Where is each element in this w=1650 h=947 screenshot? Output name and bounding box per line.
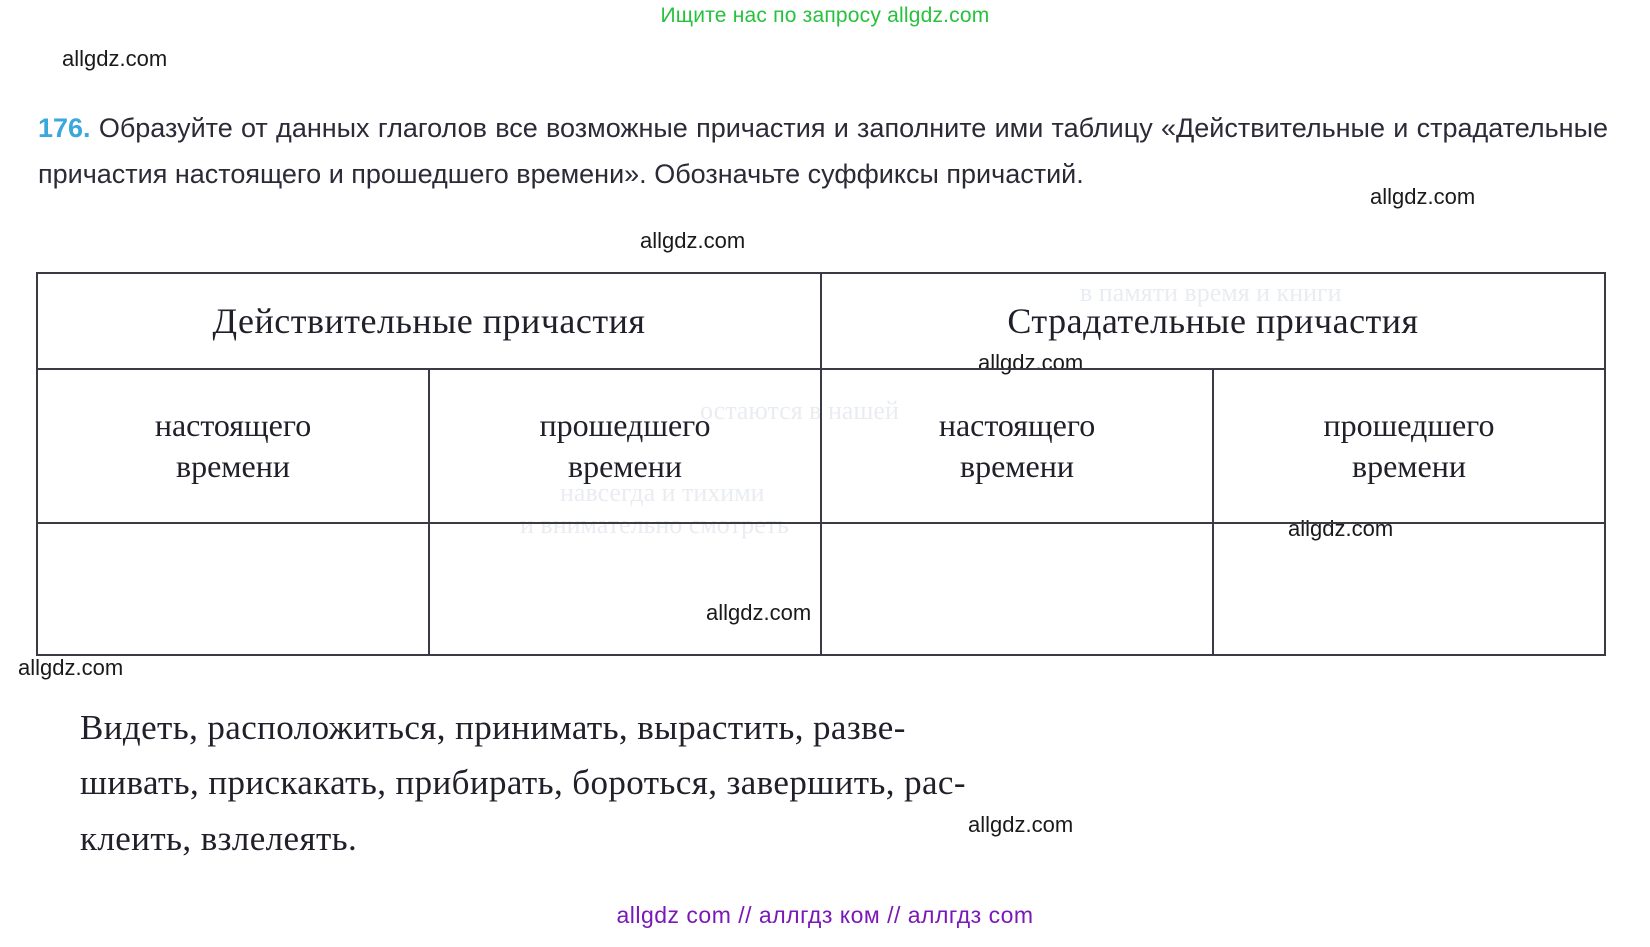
table-cell-active-present[interactable] <box>37 523 429 655</box>
watermark: allgdz.com <box>978 350 1084 375</box>
table-header-row <box>37 273 1605 369</box>
table-subheader-active-past: прошедшего времени <box>429 369 821 523</box>
table-cell-active-past[interactable] <box>429 523 821 655</box>
watermark: allgdz.com <box>1288 516 1394 541</box>
watermark: allgdz.com <box>968 812 1074 837</box>
page-showthrough-text: остаются в нашей <box>700 396 899 425</box>
table-header-passive-participles: Страдательные причастия <box>821 273 1605 369</box>
watermark: allgdz.com <box>706 600 812 625</box>
exercise-number: 176. <box>38 113 91 143</box>
table-cell-passive-past[interactable] <box>1213 523 1605 655</box>
participles-table <box>36 272 1606 656</box>
exercise-instruction <box>38 105 1608 198</box>
table-subheader-active-present: настоящего времени <box>37 369 429 523</box>
table-row <box>37 523 1605 655</box>
verbs-line-3: клеить, взлелеять. <box>80 818 358 858</box>
table-cell-passive-present[interactable] <box>821 523 1213 655</box>
verbs-line-2: шивать, прискакать, прибирать, бороться, завершить, рас- <box>80 763 966 803</box>
page-showthrough-text: и внимательно смотреть <box>520 510 789 539</box>
verbs-list <box>80 700 1580 866</box>
table-subheader-row <box>37 369 1605 523</box>
search-query-banner: Ищите нас по запросу allgdz.com <box>660 4 990 27</box>
page-showthrough-text: в памяти время и книги <box>1080 278 1342 307</box>
watermark: allgdz.com <box>1370 184 1476 209</box>
exercise-text: Образуйте от данных глаголов все возможные причастия и заполните ими таблицу «Действительные и страдательные причастия настоящего и прошедшего времени». Обозначьте суффиксы причастий. <box>38 113 1608 190</box>
table-subheader-passive-present: настоящего времени <box>821 369 1213 523</box>
watermark: allgdz.com <box>62 46 168 71</box>
site-footer-aliases: allgdz com // аллгдз ком // аллгдз com <box>616 902 1034 928</box>
watermark: allgdz.com <box>640 228 746 253</box>
watermark: allgdz.com <box>18 655 124 680</box>
verbs-line-1: Видеть, расположиться, принимать, вырастить, разве- <box>80 708 906 747</box>
page-showthrough-text: навсегда и тихими <box>560 478 765 507</box>
table-header-active-participles: Действительные причастия <box>37 273 821 369</box>
table-subheader-passive-past: прошедшего времени <box>1213 369 1605 523</box>
